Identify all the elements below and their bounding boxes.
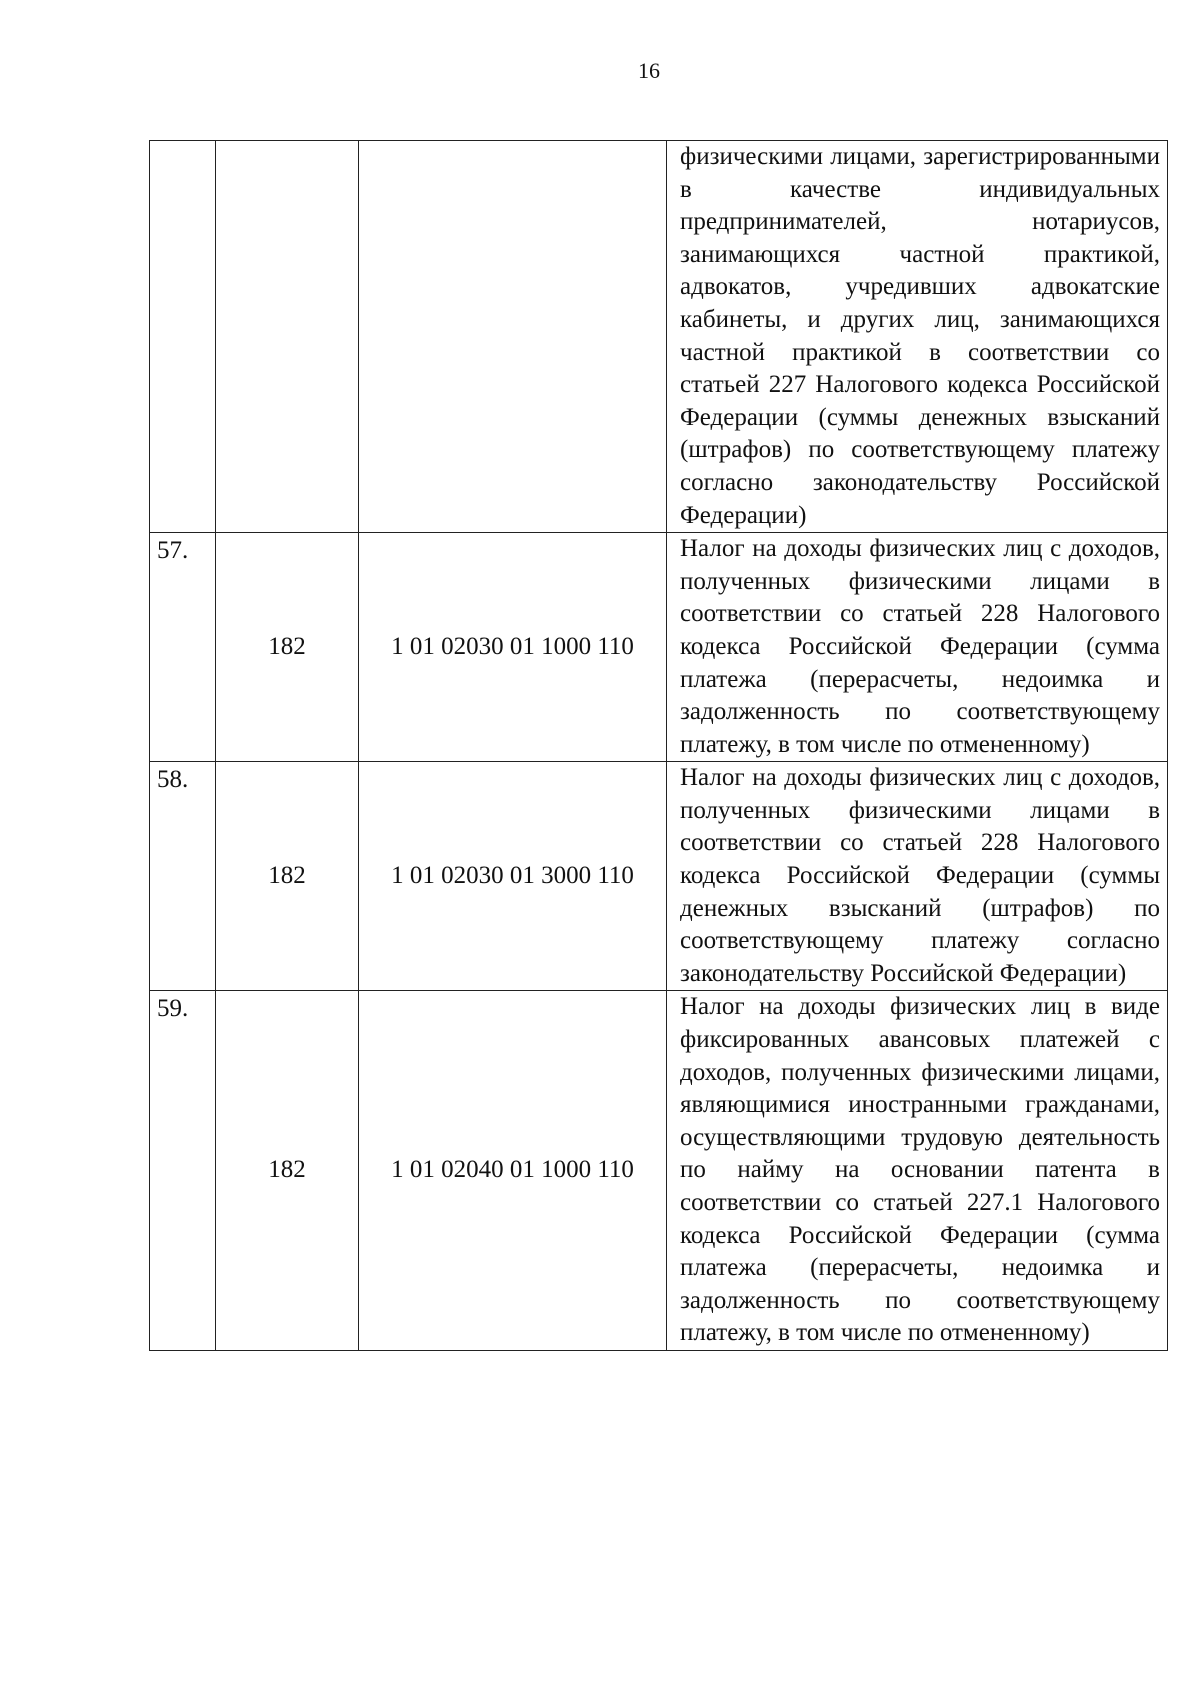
administrator-code xyxy=(216,141,359,533)
budget-classification-code xyxy=(359,141,667,533)
income-description: физическими лицами, зарегистрированными в качестве индивидуальных предпринимателей, нотариусов, занимающихся частной практикой, адвокатов, учредивших адвокатские кабинеты, и других лиц, занимающихся частной практикой в соответствии со статьей 227 Налогового кодекса Российской Федерации (суммы денежных взысканий (штрафов) по соответствующему платежу согласно законодательству Российской Федерации) xyxy=(667,141,1168,533)
budget-classification-code: 1 01 02030 01 1000 110 xyxy=(359,533,667,762)
page-number: 16 xyxy=(638,58,660,83)
income-description: Налог на доходы физических лиц с доходов, полученных физическими лицами в соответствии со статьей 228 Налогового кодекса Российской Федерации (суммы денежных взысканий (штрафов) по соответствующему платежу согласно законодательству Российской Федерации) xyxy=(667,762,1168,991)
administrator-code: 182 xyxy=(216,991,359,1351)
income-description: Налог на доходы физических лиц в виде фиксированных авансовых платежей с доходов, полученных физическими лицами, являющимися иностранными гражданами, осуществляющими трудовую деятельность по найму на основании патента в соответствии со статьей 227.1 Налогового кодекса Российской Федерации (сумма платежа (перерасчеты, недоимка и задолженность по соответствующему платежу, в том числе по отмененному) xyxy=(667,991,1168,1351)
administrator-code: 182 xyxy=(216,533,359,762)
row-number: 57. xyxy=(150,533,216,762)
table-row xyxy=(150,762,1168,991)
row-number: 58. xyxy=(150,762,216,991)
income-description: Налог на доходы физических лиц с доходов, полученных физическими лицами в соответствии со статьей 228 Налогового кодекса Российской Федерации (сумма платежа (перерасчеты, недоимка и задолженность по соответствующему платежу, в том числе по отмененному) xyxy=(667,533,1168,762)
table-row xyxy=(150,533,1168,762)
row-number: 59. xyxy=(150,991,216,1351)
table-row xyxy=(150,141,1168,533)
budget-classification-code: 1 01 02040 01 1000 110 xyxy=(359,991,667,1351)
budget-codes-table xyxy=(149,140,1168,1351)
row-number xyxy=(150,141,216,533)
table-row xyxy=(150,991,1168,1351)
budget-classification-code: 1 01 02030 01 3000 110 xyxy=(359,762,667,991)
administrator-code: 182 xyxy=(216,762,359,991)
